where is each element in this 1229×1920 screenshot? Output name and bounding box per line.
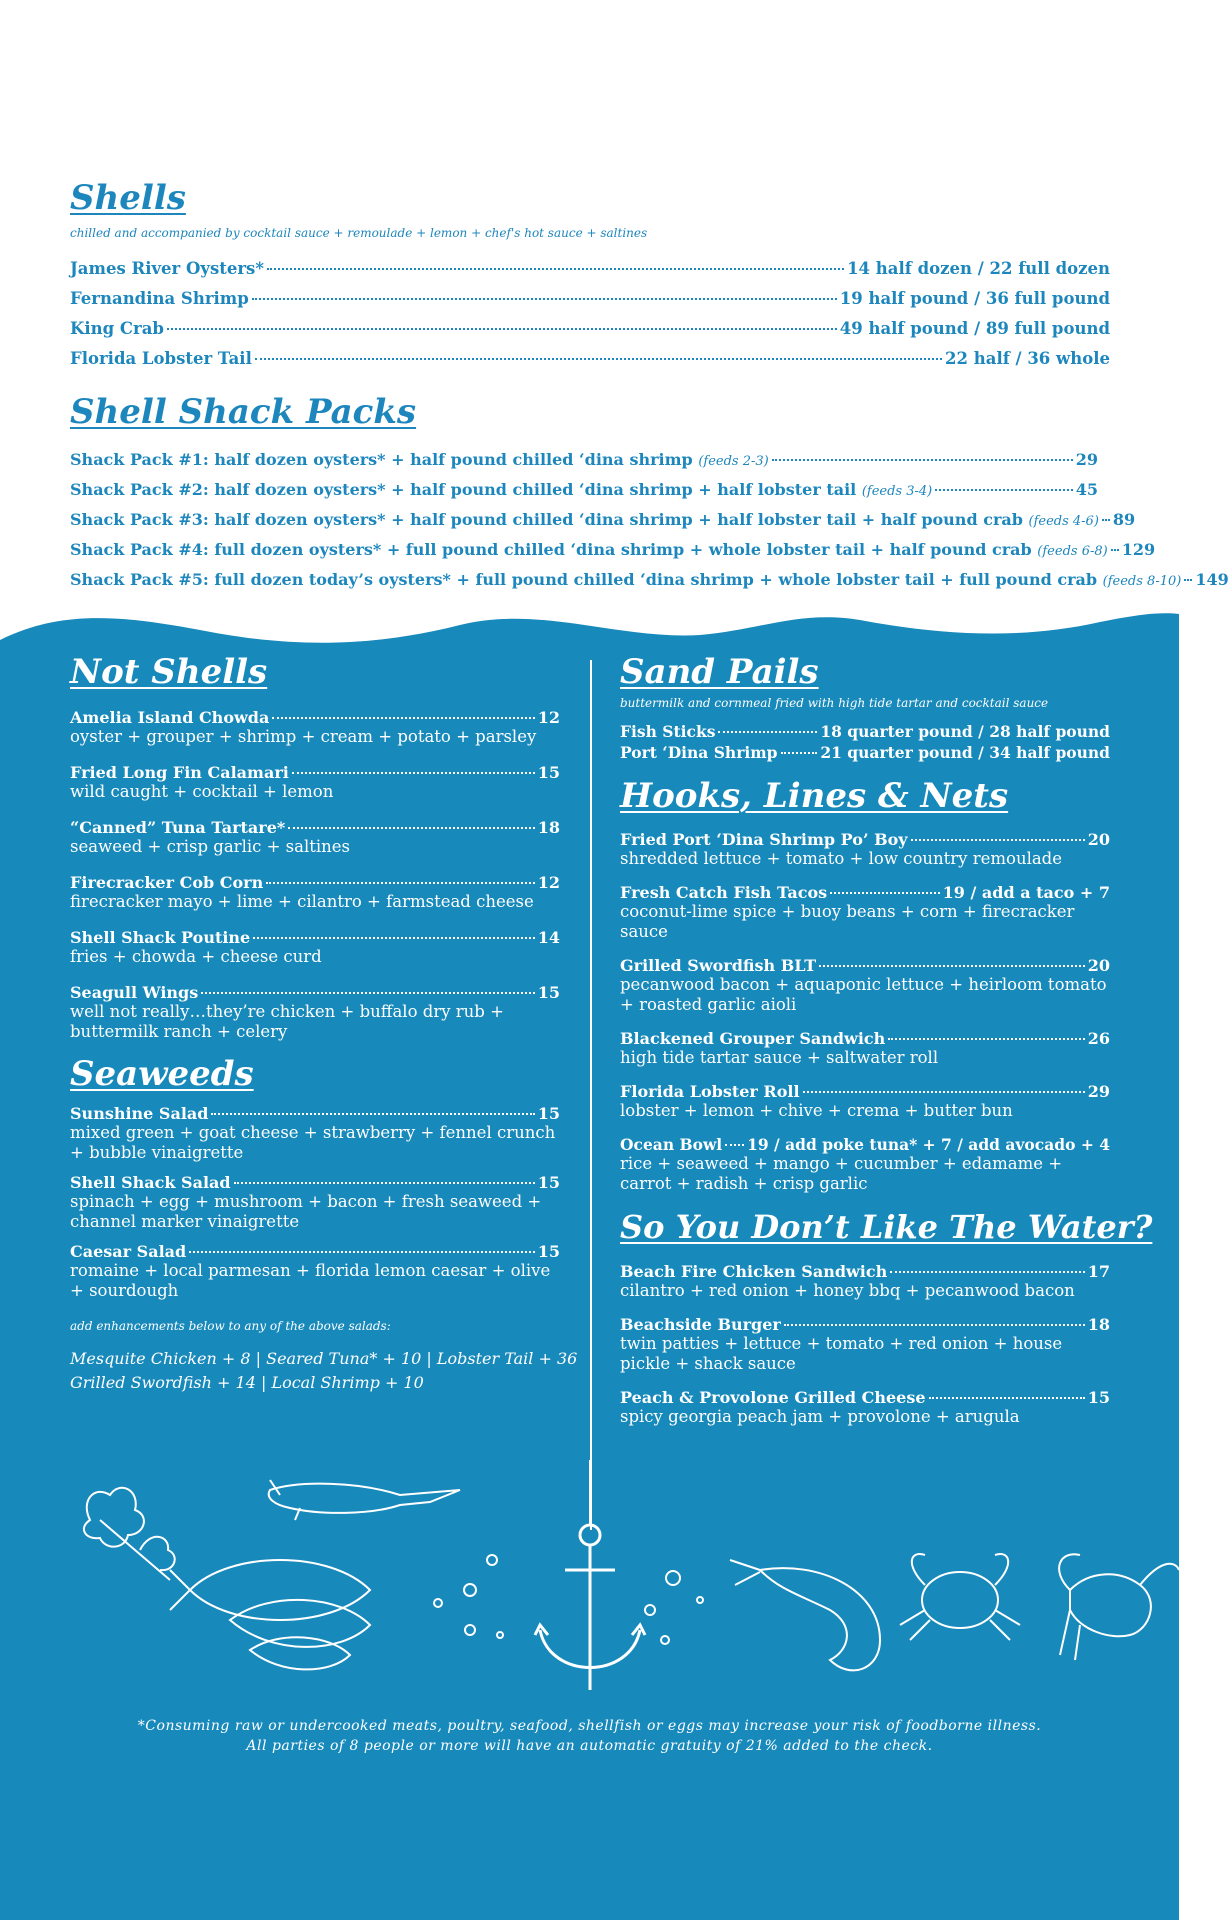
dot-leader: [167, 328, 837, 330]
column-divider: [590, 660, 592, 1530]
menu-item: [70, 510, 1136, 540]
dot-leader: [1102, 519, 1110, 521]
enhancements-line: Mesquite Chicken + 8 | Seared Tuna* + 10 | Lobster Tail + 36: [70, 1349, 578, 1368]
dot-leader: [292, 772, 535, 774]
item-description: seaweed + crisp garlic + saltines: [70, 837, 351, 856]
item-name: Firecracker Cob Corn: [70, 873, 264, 892]
dot-leader: [819, 965, 1085, 967]
dot-leader: [1111, 549, 1119, 551]
item-name: “Canned” Tuna Tartare*: [70, 818, 286, 837]
menu-item: [620, 722, 1110, 741]
dot-leader: [935, 489, 1073, 491]
item-price: 18: [1087, 1315, 1110, 1334]
menu-item: [620, 1029, 1110, 1068]
item-feeds: (feeds 8-10): [1102, 574, 1182, 589]
item-name: Shack Pack #3: half dozen oysters* + half pound chilled ‘dina shrimp + half lobster tail + half pound crab: [70, 510, 1023, 529]
menu-item: [70, 983, 560, 1042]
sea-illustrations: [0, 1460, 1179, 1700]
section-title-sand-pails: Sand Pails: [620, 652, 819, 692]
item-feeds: (feeds 2-3): [698, 454, 769, 469]
section-subtitle-shells: chilled and accompanied by cocktail sauce + remoulade + lemon + chef's hot sauce + saltines: [70, 226, 648, 240]
item-name: Sunshine Salad: [70, 1104, 209, 1123]
menu-item: [70, 450, 1098, 480]
item-description: rice + seaweed + mango + cucumber + edamame + carrot + radish + crisp garlic: [620, 1154, 1063, 1193]
dot-leader: [288, 827, 534, 829]
dot-leader: [890, 1271, 1084, 1273]
dot-leader: [888, 1038, 1084, 1040]
item-price: 20: [1087, 830, 1110, 849]
menu-item: [70, 570, 1229, 600]
item-price: 12: [537, 873, 560, 892]
dot-leader: [929, 1397, 1085, 1399]
item-name: James River Oysters*: [70, 259, 264, 278]
dot-leader: [911, 839, 1085, 841]
section-title-seaweeds: Seaweeds: [70, 1054, 254, 1094]
item-name: King Crab: [70, 319, 164, 338]
item-name: Grilled Swordfish BLT: [620, 956, 817, 975]
menu-item: [70, 708, 560, 747]
item-price: 29: [1087, 1082, 1110, 1101]
item-name: Shack Pack #2: half dozen oysters* + half pound chilled ‘dina shrimp + half lobster tail: [70, 480, 857, 499]
item-price: 14 half dozen / 22 full dozen: [847, 259, 1110, 278]
item-name: Ocean Bowl: [620, 1135, 723, 1154]
section-title-not-shells: Not Shells: [70, 652, 268, 692]
menu-item: [70, 1173, 560, 1232]
item-description: high tide tartar sauce + saltwater roll: [620, 1048, 939, 1067]
item-price: 15: [537, 1242, 560, 1261]
dot-leader: [781, 752, 818, 754]
item-description: romaine + local parmesan + florida lemon caesar + olive + sourdough: [70, 1261, 551, 1300]
menu-item: [620, 1262, 1110, 1301]
item-feeds: (feeds 6-8): [1037, 544, 1108, 559]
item-description: wild caught + cocktail + lemon: [70, 782, 334, 801]
menu-item: [70, 1104, 560, 1163]
item-description: shredded lettuce + tomato + low country remoulade: [620, 849, 1063, 868]
parsley-icon: [84, 1488, 175, 1580]
item-price: 15: [1087, 1388, 1110, 1407]
item-price: 129: [1121, 540, 1156, 559]
dot-leader: [252, 298, 837, 300]
menu-item: [620, 1388, 1110, 1427]
dot-leader: [267, 268, 844, 270]
menu-item: [620, 956, 1110, 1015]
menu-item: [620, 830, 1110, 869]
menu-item: [70, 480, 1098, 510]
item-description: fries + chowda + cheese curd: [70, 947, 322, 966]
dot-leader: [253, 937, 535, 939]
item-name: Seagull Wings: [70, 983, 199, 1002]
section-title-packs: Shell Shack Packs: [70, 392, 417, 432]
item-name: Fernandina Shrimp: [70, 289, 249, 308]
footnote-line: All parties of 8 people or more will have an automatic gratuity of 21% added to the check.: [246, 1738, 933, 1754]
item-price: 18: [537, 818, 560, 837]
menu-item: [620, 1315, 1110, 1374]
dot-leader: [234, 1182, 535, 1184]
item-price: 14: [537, 928, 560, 947]
menu-item: [620, 743, 1110, 762]
shells-list: [70, 259, 1110, 379]
item-price: 15: [537, 1173, 560, 1192]
menu-item: [620, 1135, 1110, 1194]
item-price: 19 / add a taco + 7: [942, 883, 1110, 902]
item-name: Peach & Provolone Grilled Cheese: [620, 1388, 926, 1407]
menu-item: [70, 763, 560, 802]
item-description: mixed green + goat cheese + strawberry + fennel crunch + bubble vinaigrette: [70, 1123, 556, 1162]
dot-leader: [255, 358, 942, 360]
item-description: spicy georgia peach jam + provolone + arugula: [620, 1407, 1020, 1426]
item-price: 15: [537, 1104, 560, 1123]
item-name: Shack Pack #1: half dozen oysters* + half pound chilled ‘dina shrimp: [70, 450, 693, 469]
item-description: lobster + lemon + chive + crema + butter bun: [620, 1101, 1013, 1120]
menu-item: [70, 540, 1156, 570]
bubbles-icon: [434, 1555, 703, 1644]
section-title-no-water: So You Don’t Like The Water?: [620, 1208, 1153, 1246]
menu-item: [70, 319, 1110, 349]
menu-item: [70, 1242, 560, 1301]
item-name: Shell Shack Salad: [70, 1173, 231, 1192]
item-price: 89: [1112, 510, 1136, 529]
item-name: Fried Port ‘Dina Shrimp Po’ Boy: [620, 830, 908, 849]
enhancements-label: add enhancements below to any of the above salads:: [70, 1319, 391, 1333]
enhancements-line: Grilled Swordfish + 14 | Local Shrimp + 10: [70, 1373, 424, 1392]
item-price: 15: [537, 763, 560, 782]
item-feeds: (feeds 3-4): [861, 484, 933, 499]
item-name: Port ‘Dina Shrimp: [620, 743, 778, 762]
menu-item: [620, 883, 1110, 942]
dot-leader: [211, 1113, 534, 1115]
menu-item: [70, 873, 560, 912]
footnote: [0, 1716, 1179, 1756]
dot-leader: [772, 459, 1073, 461]
menu-item: [70, 928, 560, 967]
item-name: Shell Shack Poutine: [70, 928, 251, 947]
item-price: 21 quarter pound / 34 half pound: [820, 743, 1110, 762]
item-price: 19 half pound / 36 full pound: [839, 289, 1110, 308]
item-name: Florida Lobster Tail: [70, 349, 252, 368]
item-name: Fried Long Fin Calamari: [70, 763, 289, 782]
dot-leader: [189, 1251, 535, 1253]
menu-item: [70, 289, 1110, 319]
footnote-line: *Consuming raw or undercooked meats, poultry, seafood, shellfish or eggs may increase your risk of foodborne illness.: [137, 1718, 1042, 1734]
section-subtitle-sand-pails: buttermilk and cornmeal fried with high tide tartar and cocktail sauce: [620, 696, 1049, 710]
menu-item: [70, 349, 1110, 379]
item-name: Shack Pack #5: full dozen today’s oysters* + full pound chilled ‘dina shrimp + whole lobster tail + full pound crab: [70, 570, 1098, 589]
item-name: Fish Sticks: [620, 722, 716, 741]
item-description: pecanwood bacon + aquaponic lettuce + heirloom tomato + roasted garlic aioli: [620, 975, 1107, 1014]
dot-leader: [718, 731, 817, 733]
item-name: Blackened Grouper Sandwich: [620, 1029, 886, 1048]
dot-leader: [272, 717, 534, 719]
swordfish-icon: [269, 1480, 460, 1520]
item-price: 17: [1087, 1262, 1110, 1281]
item-price: 49 half pound / 89 full pound: [839, 319, 1110, 338]
item-description: cilantro + red onion + honey bbq + pecanwood bacon: [620, 1281, 1075, 1300]
item-description: firecracker mayo + lime + cilantro + farmstead cheese: [70, 892, 534, 911]
dot-leader: [803, 1091, 1085, 1093]
item-name: Caesar Salad: [70, 1242, 187, 1261]
item-price: 19 / add poke tuna* + 7 / add avocado + 4: [747, 1135, 1110, 1154]
item-price: 149: [1195, 570, 1229, 589]
item-price: 45: [1075, 480, 1098, 499]
item-name: Shack Pack #4: full dozen oysters* + full pound chilled ‘dina shrimp + whole lobster tail + half pound crab: [70, 540, 1032, 559]
item-name: Amelia Island Chowda: [70, 708, 270, 727]
dot-leader: [784, 1324, 1085, 1326]
left-column: [70, 652, 578, 1395]
item-price: 12: [537, 708, 560, 727]
right-column: [620, 652, 1153, 1427]
packs-list: [70, 450, 1229, 600]
shrimp-icon: [730, 1560, 880, 1670]
item-name: Florida Lobster Roll: [620, 1082, 800, 1101]
crab-icon: [900, 1554, 1020, 1640]
menu-item: [70, 259, 1110, 289]
item-price: 29: [1075, 450, 1098, 469]
item-price: 15: [537, 983, 560, 1002]
anchor-icon: [535, 1460, 645, 1690]
item-name: Fresh Catch Fish Tacos: [620, 883, 828, 902]
item-description: coconut-lime spice + buoy beans + corn + firecracker sauce: [620, 902, 1075, 941]
item-description: oyster + grouper + shrimp + cream + potato + parsley: [70, 727, 537, 746]
item-name: Beachside Burger: [620, 1315, 781, 1334]
section-title-hooks: Hooks, Lines & Nets: [620, 776, 1009, 816]
fish-icon: [170, 1560, 370, 1669]
item-description: well not really…they’re chicken + buffalo dry rub + buttermilk ranch + celery: [70, 1002, 504, 1041]
dot-leader: [1184, 579, 1192, 581]
dot-leader: [725, 1144, 744, 1146]
item-price: 22 half / 36 whole: [945, 349, 1110, 368]
item-price: 18 quarter pound / 28 half pound: [820, 722, 1110, 741]
item-price: 26: [1087, 1029, 1110, 1048]
section-title-shells: Shells: [70, 178, 186, 218]
item-name: Beach Fire Chicken Sandwich: [620, 1262, 888, 1281]
menu-item: [70, 818, 560, 857]
dot-leader: [201, 992, 534, 994]
item-description: twin patties + lettuce + tomato + red onion + house pickle + shack sauce: [620, 1334, 1063, 1373]
item-description: spinach + egg + mushroom + bacon + fresh seaweed + channel marker vinaigrette: [70, 1192, 542, 1231]
item-price: 20: [1087, 956, 1110, 975]
lobster-icon: [1059, 1554, 1179, 1660]
dot-leader: [266, 882, 535, 884]
menu-item: [620, 1082, 1110, 1121]
item-feeds: (feeds 4-6): [1028, 514, 1099, 529]
dot-leader: [830, 892, 939, 894]
